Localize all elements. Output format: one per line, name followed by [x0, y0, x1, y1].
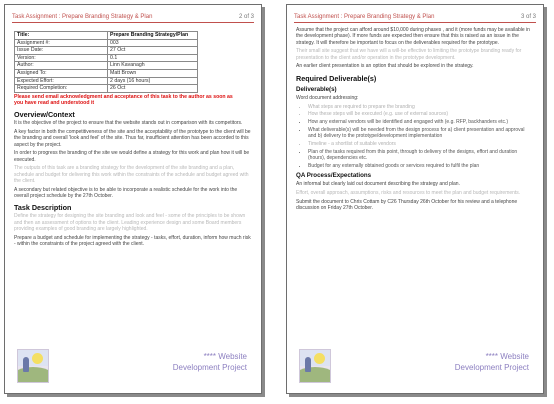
overview-paragraph: A key factor in both the competitiveness of the site and the acceptability of the prototype to the client will be the branding and overall 'look and feel' of the site. Thus far, insufficient attention has been accorded to this aspect by the project. [14, 128, 251, 148]
deliverables-heading: Required Deliverable(s) [296, 73, 377, 83]
intro-paragraph: Their small site suggest that we have will a will-be effective to limiting the prototype branding ready for presentation to the client and/or operation in the prototype development. [296, 48, 522, 61]
header-title: Task Assignment : Prepare Branding Strategy & Plan [12, 14, 153, 20]
table-label: Title: [15, 32, 108, 40]
table-value: 003 [108, 39, 198, 47]
page-header [12, 14, 254, 23]
table-value: 2 days (16 hours) [108, 77, 198, 85]
table-label: Assigned To: [15, 69, 108, 77]
table-label: Required Completion: [15, 85, 108, 93]
list-item: • How any external vendors will be identified and engaged with (e.g. RFP, backhanders etc.) [308, 119, 534, 125]
footer-line-1: **** Website [485, 352, 529, 361]
page-body [296, 27, 534, 343]
header-title: Task Assignment : Prepare Branding Strategy & Plan [294, 14, 435, 20]
overview-paragraph: In order to progress the branding of the site we would define a strategy for this work and plan how it will be executed. [14, 150, 250, 163]
table-label: Expected Effort: [15, 77, 108, 85]
page-footer [17, 347, 247, 383]
header-page-number: 2 of 3 [238, 14, 254, 20]
header-page-number: 3 of 3 [520, 14, 536, 20]
list-item: • What steps are required to prepare the branding [308, 104, 534, 110]
table-value: 0.1 [108, 54, 198, 62]
table-row [15, 47, 198, 55]
overview-paragraph: A secondary but related objective is to be able to incorporate a realistic schedule for the work into the overall project schedule by the 27th October. [14, 186, 238, 200]
qa-paragraph: Submit the document to Chris Cottam by C26 Thursday 26th October for his review and a telephone discussion on Friday 27th October. [296, 198, 518, 212]
acknowledgement-warning: Please send email acknowledgment and acceptance of this task to the author as soon as you have read and understood it [14, 93, 233, 106]
page-footer [299, 347, 529, 383]
overview-paragraph: It is the objective of the project to ensure that the website stands out in comparison with its competitors. [14, 120, 243, 127]
footer-line-2: Development Project [172, 363, 247, 372]
table-row [15, 85, 198, 93]
intro-paragraph: Assume that the project can afford around $10,000 during phases , and it (more funds may be available in the development phase). If more funds are expected then ensure that this is raised as an issue in the strategy. It will therefore be important to focus on the deliverables required for the prototype. [296, 27, 530, 46]
deliverables-lead: Word document addressing: [296, 94, 359, 101]
list-item: • Plan of the tasks required from this point, through to delivery of the designs, effort and duration (hours), dependencies etc. [308, 149, 534, 162]
assignment-info-table [14, 31, 198, 93]
list-item: • Budget for any externally obtained goods or services required to fulfil the plan [308, 163, 534, 169]
overview-heading: Overview/Context [14, 110, 75, 120]
table-row [15, 32, 198, 40]
table-row [15, 39, 198, 47]
table-value: 26 Oct [108, 85, 198, 93]
qa-paragraph: An informal but clearly laid out document describing the strategy and plan. [296, 181, 460, 188]
qa-paragraph: Effort, overall approach, assumptions, risks and resources to meet the plan and budget requirements. [296, 190, 521, 197]
deliverables-subheading: Deliverable(s) [296, 85, 337, 93]
list-item: • What deliverable(s) will be needed from the design process for a) client presentation and approval and b) delivery to the prototype/development implementation [308, 127, 534, 140]
overview-paragraph: The outputs of this task are a branding strategy for the development of the site branding and a plan, schedule and budget for delivering this work within the constraints of the schedule and budget agreed with the client. [14, 165, 249, 185]
table-row [15, 69, 198, 77]
page-header [294, 14, 536, 23]
qa-heading: QA Process/Expectations [296, 172, 372, 180]
footer-text [455, 351, 529, 373]
table-label: Issue Date: [15, 47, 108, 55]
task-paragraph: Prepare a budget and schedule for implementing the strategy - tasks, effort, duration, inform how much risk - within the constraints of the project agreed with the client. [14, 234, 251, 248]
table-row [15, 77, 198, 85]
table-value: Prepare Branding Strategy/Plan [108, 32, 198, 40]
list-item: • How these steps will be executed (e.g. use of external sources) [308, 111, 534, 117]
table-row [15, 54, 198, 62]
document-page-2 [286, 4, 544, 394]
deliverables-list [296, 104, 534, 170]
table-value: Linn Kavanagh [108, 62, 198, 70]
table-row [15, 62, 198, 70]
task-description-heading: Task Description [14, 203, 72, 213]
table-value: Matt Brown [108, 69, 198, 77]
page-body [14, 27, 252, 343]
project-logo-image [299, 349, 331, 383]
footer-line-1: **** Website [203, 352, 247, 361]
table-label: Version: [15, 54, 108, 62]
table-label: Assignment #: [15, 39, 108, 47]
table-label: Author: [15, 62, 108, 70]
table-value: 27 Oct [108, 47, 198, 55]
intro-paragraph: An earlier client presentation is an option that should be explored in the strategy. [296, 63, 474, 70]
footer-text [173, 351, 247, 373]
task-paragraph: Define the strategy for designing the site branding and look and feel - some of the principles to be shown and then an assessment of options to the client. Leading experience design and some Board members providing examples of good branding are largely highlighted. [14, 213, 246, 233]
document-page-1 [4, 4, 262, 394]
project-logo-image [17, 349, 49, 383]
footer-line-2: Development Project [454, 363, 529, 372]
list-item: • Timeline - a shortlist of suitable vendors [308, 141, 534, 147]
